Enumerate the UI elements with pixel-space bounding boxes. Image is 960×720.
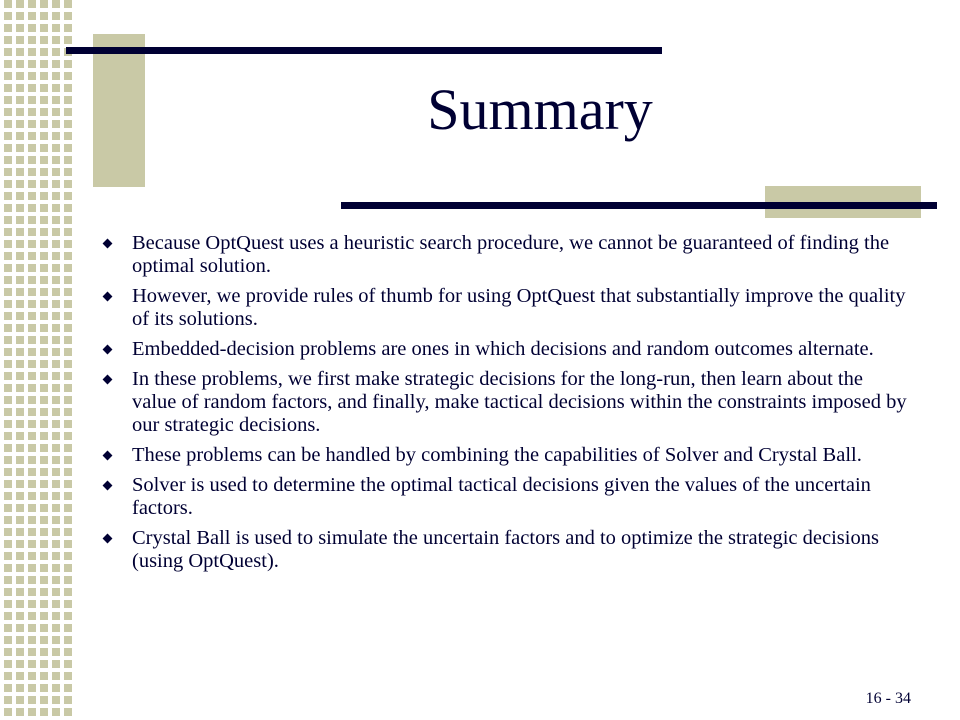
bullet-text: These problems can be handled by combining the capabilities of Solver and Crystal Ball. [132,444,862,466]
left-decorative-pattern [0,0,74,720]
diamond-bullet-icon [103,345,113,355]
bullet-item [100,232,910,278]
bullet-item [100,444,910,467]
bullet-text: Embedded-decision problems are ones in which decisions and random outcomes alternate. [132,338,874,360]
diamond-bullet-icon [103,451,113,461]
bullet-item [100,474,910,520]
diamond-bullet-icon [103,481,113,491]
title-underline-rule [341,202,937,209]
diamond-bullet-icon [103,292,113,302]
bullet-text: Solver is used to determine the optimal tactical decisions given the values of the uncertain factors. [132,474,871,519]
page-number: 16 - 34 [865,690,911,707]
bullet-text: However, we provide rules of thumb for using OptQuest that substantially improve the quality of its solutions. [132,285,906,330]
bullet-list [100,232,910,580]
slide-title: Summary [427,77,653,142]
bullet-item [100,368,910,437]
bullet-item [100,338,910,361]
diamond-bullet-icon [103,534,113,544]
bullet-text: In these problems, we first make strategic decisions for the long-run, then learn about the value of random factors, and finally, make tactical decisions within the constraints imposed by our strategic decisions. [132,368,907,436]
top-left-accent-block [93,34,145,187]
diamond-bullet-icon [103,375,113,385]
top-rule [66,47,662,54]
diamond-bullet-icon [103,239,113,249]
bullet-item [100,285,910,331]
bullet-item [100,527,910,573]
bullet-text: Crystal Ball is used to simulate the uncertain factors and to optimize the strategic decisions (using OptQuest). [132,527,879,572]
bullet-text: Because OptQuest uses a heuristic search procedure, we cannot be guaranteed of finding the optimal solution. [132,232,890,277]
